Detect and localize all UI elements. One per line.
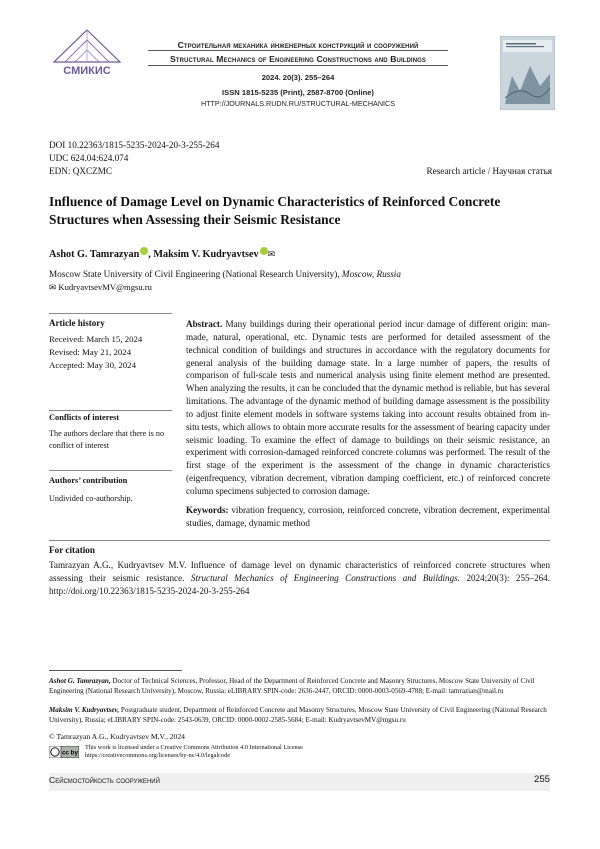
received-date: Received: March 15, 2024 bbox=[49, 334, 143, 344]
journal-logo-mark bbox=[50, 28, 125, 80]
svg-text:СМИКИС: СМИКИС bbox=[63, 65, 111, 77]
conflicts-title: Conflicts of interest bbox=[49, 413, 120, 422]
citation-journal: Structural Mechanics of Engineering Constructions and Buildings. bbox=[190, 572, 460, 583]
citation-lead: Tamrazyan A.G., Kudryavtsev M.V. Influence of damage level on dynamic characteristics of reinforced concrete structures when assessing their seismic resistance. bbox=[49, 560, 550, 583]
author-name[interactable]: Maksim V. Kudryavtsev bbox=[153, 249, 259, 260]
copyright: © Tamrazyan A.G., Kudryavtsev M.V., 2024 bbox=[49, 732, 185, 741]
article-type: Research article / Научная статья bbox=[426, 166, 552, 176]
keywords-label: Keywords: bbox=[186, 505, 229, 515]
authors bbox=[49, 247, 275, 260]
footnote-rule bbox=[49, 670, 182, 671]
journal-issue: 2024. 20(3). 255–264 bbox=[261, 73, 335, 82]
doi[interactable]: DOI 10.22363/1815-5235-2024-20-3-255-264 bbox=[49, 140, 220, 150]
accepted-date: Accepted: May 30, 2024 bbox=[49, 360, 136, 370]
page-number: 255 bbox=[533, 774, 550, 785]
article-history bbox=[49, 333, 142, 372]
citation-tail[interactable]: 2024;20(3): 255–264. http://doi.org/10.22363/1815-5235-2024-20-3-255-264 bbox=[49, 572, 550, 596]
mail-icon[interactable]: ✉ bbox=[267, 249, 276, 259]
author-footnote bbox=[49, 677, 550, 696]
journal-title-ru: Строительная механика инженерных конструкций и сооружений bbox=[177, 40, 419, 50]
udc: UDC 624.04:624.074 bbox=[49, 153, 129, 163]
author-footnote bbox=[49, 706, 550, 725]
corresponding-email bbox=[49, 282, 152, 293]
svg-text:cc by: cc by bbox=[62, 749, 78, 757]
affiliation bbox=[49, 269, 401, 279]
affiliation-place: Moscow, Russia bbox=[341, 269, 401, 279]
abstract-label: Abstract. bbox=[186, 319, 223, 329]
orcid-icon[interactable] bbox=[260, 247, 268, 255]
revised-date: Revised: May 21, 2024 bbox=[49, 347, 132, 357]
citation-text bbox=[49, 559, 550, 597]
header-rule bbox=[148, 65, 448, 66]
header-rule bbox=[148, 50, 448, 51]
license-url[interactable]: https://creativecommons.org/licenses/by-nc/4.0/legalcode bbox=[85, 752, 231, 760]
sidebar-rule bbox=[49, 470, 172, 471]
affiliation-org: Moscow State University of Civil Engineering (National Research University), bbox=[49, 269, 342, 279]
cc-license-badge[interactable] bbox=[49, 745, 79, 757]
footnote-text: Postgraduate student, Department of Reinforced Concrete and Masonry Structures, Moscow State University of Civil Engineering (National Research University), Russia; eLIBRARY SPIN-code: 2543-0639, ORCID: 0000-0002-2585-5684; E-mail: KudryavtsevMV@mgsu.ru bbox=[49, 706, 547, 724]
footnote-author: Maksim V. Kudryavtsev, bbox=[49, 706, 120, 714]
abstract-text: Many buildings during their operational period incur damage of different origin: man-made, natural, operational, etc. Dynamic tests are performed for detailed assessment of the technical condition of buildings and structures in accordance with the regulatory documents for general analysis of the building damage state. In a large number of papers, the results of comparison of full-scale tests and numerical analysis using finite element method are presented. When analyzing the results, it can be concluded that the dynamic method is reliable, but has several limitations. The advantage of the dynamic method of building damage assessment is the possibility to adjust finite element models in software systems taking into account results obtained from in-situ tests, which allows to obtain more accurate results for the assessment of bearing capacity under seismic loading. To examine the effect of damage to buildings on their seismic resistance, an experiment with corrosion-damaged reinforced concrete columns was performed. The result of the first stage of the experiment is the assessment of the change in dynamic characteristics (eigenfrequency, vibration decrement, vibration damping coefficient, etc.) of reinforced concrete column specimens subjected to corrosion damage. bbox=[186, 319, 550, 496]
license-text bbox=[85, 744, 303, 760]
conflicts-text: The authors declare that there is no conflict of interest bbox=[49, 429, 165, 450]
citation-rule bbox=[49, 540, 550, 541]
author-separator: , bbox=[148, 249, 154, 260]
author-name[interactable]: Ashot G. Tamrazyan bbox=[49, 249, 140, 260]
journal-cover-image bbox=[500, 36, 555, 110]
footnote-author: Ashot G. Tamrazyan, bbox=[49, 677, 111, 685]
article-history-title: Article history bbox=[49, 318, 105, 328]
journal-title-en: Structural Mechanics of Engineering Constructions and Buildings bbox=[170, 54, 426, 64]
article-title: Influence of Damage Level on Dynamic Characteristics of Reinforced Concrete Structures when Assessing their Seismic Resistance bbox=[49, 194, 501, 227]
mail-icon: ✉ bbox=[49, 282, 57, 292]
keywords bbox=[186, 504, 550, 530]
contribution-title: Authors’ contribution bbox=[49, 476, 128, 485]
footer-section: Сейсмостойкость сооружений bbox=[49, 775, 160, 785]
edn: EDN: QXCZMC bbox=[49, 166, 113, 176]
license-line: This work is licensed under a Creative Commons Attribution 4.0 International License bbox=[85, 744, 303, 751]
journal-logo bbox=[50, 28, 125, 80]
footnote-text: Doctor of Technical Sciences, Professor, Head of the Department of Reinforced Concrete and Masonry Structures, Moscow State University of Civil Engineering (National Research University), Moscow, Russia; eLIBRARY SPIN-code: 2636-2447, ORCID: 0000-0003-0569-4788; E-mail: tamrazian@mail.ru bbox=[49, 677, 535, 695]
contribution-text: Undivided co-authorship. bbox=[49, 494, 133, 503]
journal-url[interactable]: HTTP://JOURNALS.RUDN.RU/STRUCTURAL-MECHANICS bbox=[200, 99, 396, 108]
keywords-text: vibration frequency, corrosion, reinforced concrete, vibration decrement, experimental studies, damage, dynamic method bbox=[186, 505, 550, 528]
journal-issn: ISSN 1815-5235 (Print), 2587-8700 (Online) bbox=[222, 88, 374, 97]
sidebar-rule bbox=[49, 410, 172, 411]
abstract bbox=[186, 318, 550, 498]
sidebar-rule bbox=[49, 313, 172, 314]
email-address[interactable]: KudryavtsevMV@mgsu.ru bbox=[58, 282, 152, 292]
citation-title: For citation bbox=[49, 545, 96, 555]
